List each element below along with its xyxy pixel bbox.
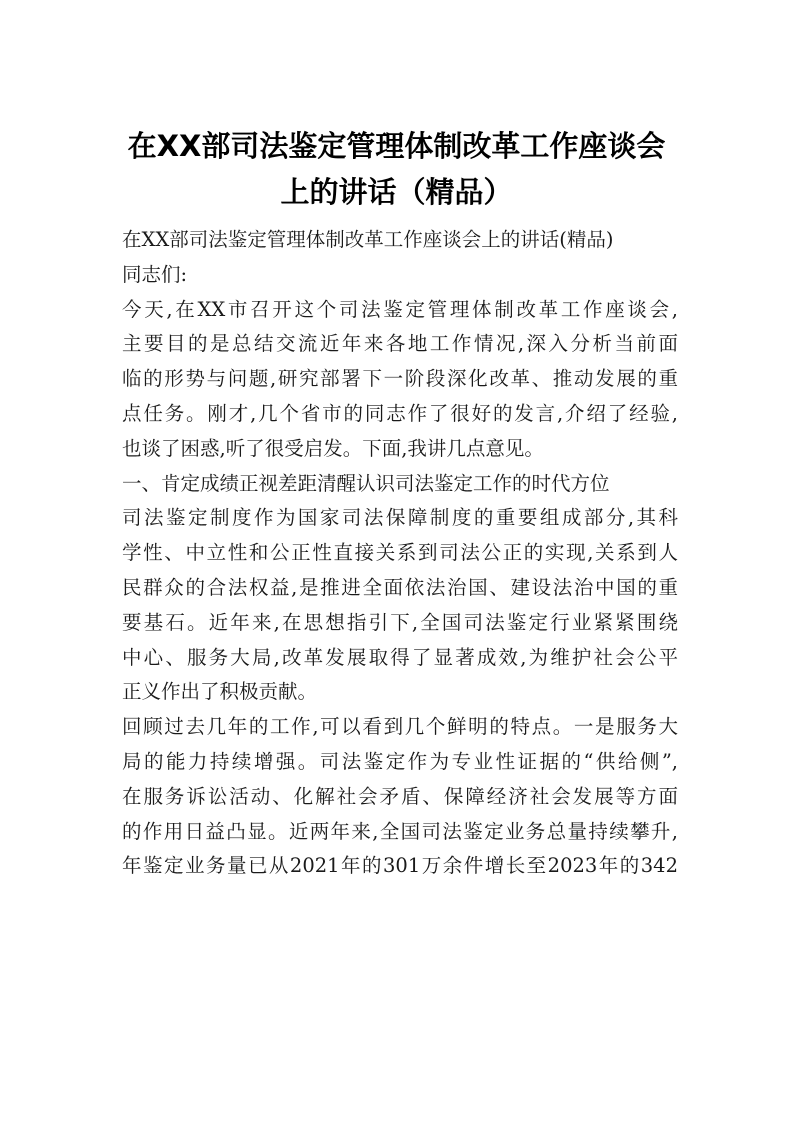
paragraph-line: 民群众的合法权益,是推进全面依法治国、建设法治中国的重 (122, 575, 678, 599)
paragraph-line: 临的形势与问题,研究部署下一阶段深化改革、推动发展的重 (122, 367, 678, 391)
paragraph-line: 年鉴定业务量已从2021年的301万余件增长至2023年的342 (122, 854, 678, 878)
paragraph-line: 主要目的是总结交流近年来各地工作情况,深入分析当前面 (122, 332, 678, 356)
subtitle-line: 在XX部司法鉴定管理体制改革工作座谈会上的讲话(精品) (122, 228, 614, 251)
document-body (122, 223, 678, 884)
paragraph-line: 学性、中立性和公正性直接关系到司法公正的实现,关系到人 (122, 541, 678, 565)
paragraph-line: 也谈了困惑,听了很受启发。下面,我讲几点意见。 (122, 436, 544, 460)
section-heading: 一、肯定成绩正视差距清醒认识司法鉴定工作的时代方位 (122, 471, 610, 495)
paragraph-line: 司法鉴定制度作为国家司法保障制度的重要组成部分,其科 (122, 506, 678, 530)
paragraph-line: 局的能力持续增强。司法鉴定作为专业性证据的“供给侧”, (122, 749, 678, 773)
paragraph-line: 点任务。刚才,几个省市的同志作了很好的发言,介绍了经验, (122, 401, 678, 425)
paragraph-line: 的作用日益凸显。近两年来,全国司法鉴定业务总量持续攀升, (122, 819, 678, 843)
paragraph-line: 在服务诉讼活动、化解社会矛盾、保障经济社会发展等方面 (122, 784, 678, 808)
document-title-line-1: 在XX部司法鉴定管理体制改革工作座谈会 (127, 129, 666, 163)
salutation: 同志们: (122, 262, 188, 286)
paragraph-line: 正义作出了积极贡献。 (122, 680, 318, 704)
paragraph-line: 中心、服务大局,改革发展取得了显著成效,为维护社会公平 (122, 645, 678, 669)
paragraph-line: 回顾过去几年的工作,可以看到几个鲜明的特点。一是服务大 (122, 715, 678, 739)
document-title-line-2: 上的讲话（精品） (280, 175, 513, 209)
paragraph-line: 要基石。近年来,在思想指引下,全国司法鉴定行业紧紧围绕 (122, 610, 678, 634)
paragraph-line: 今天,在XX市召开这个司法鉴定管理体制改革工作座谈会, (122, 297, 678, 321)
